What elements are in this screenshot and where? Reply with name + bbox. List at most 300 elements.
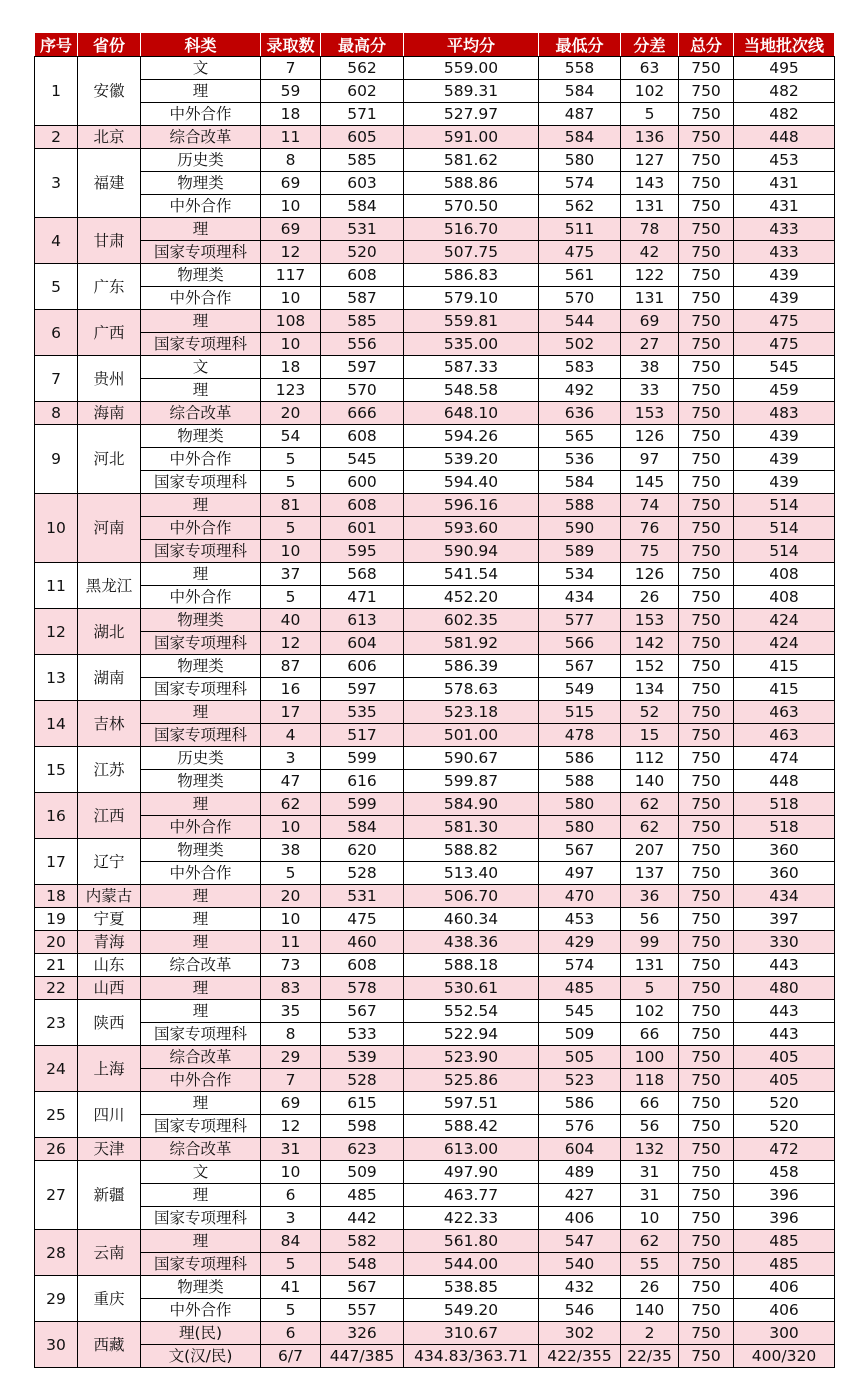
cell-admitted-count: 6 (261, 1322, 321, 1345)
cell-category: 理 (141, 908, 261, 931)
cell-seq: 12 (35, 609, 78, 655)
cell-min-score: 586 (539, 1092, 621, 1115)
cell-province: 湖北 (78, 609, 141, 655)
cell-min-score: 511 (539, 218, 621, 241)
table-row (35, 1184, 835, 1207)
cell-admitted-count: 41 (261, 1276, 321, 1299)
cell-local-batch-line: 520 (734, 1092, 835, 1115)
cell-local-batch-line: 406 (734, 1299, 835, 1322)
cell-admitted-count: 10 (261, 333, 321, 356)
cell-score-diff: 97 (621, 448, 679, 471)
table-body (35, 57, 835, 1368)
cell-score-diff: 38 (621, 356, 679, 379)
cell-min-score: 547 (539, 1230, 621, 1253)
cell-min-score: 570 (539, 287, 621, 310)
cell-max-score: 605 (321, 126, 404, 149)
cell-category: 国家专项理科 (141, 1253, 261, 1276)
cell-max-score: 548 (321, 1253, 404, 1276)
cell-category: 物理类 (141, 770, 261, 793)
cell-local-batch-line: 480 (734, 977, 835, 1000)
table-row (35, 1161, 835, 1184)
cell-local-batch-line: 396 (734, 1207, 835, 1230)
header-seq: 序号 (35, 33, 78, 57)
cell-total-score: 750 (679, 885, 734, 908)
cell-avg-score: 516.70 (404, 218, 539, 241)
cell-min-score: 497 (539, 862, 621, 885)
cell-category: 理 (141, 80, 261, 103)
cell-total-score: 750 (679, 356, 734, 379)
cell-total-score: 750 (679, 333, 734, 356)
cell-admitted-count: 54 (261, 425, 321, 448)
table-row (35, 1253, 835, 1276)
cell-total-score: 750 (679, 747, 734, 770)
cell-category: 中外合作 (141, 1069, 261, 1092)
table-row (35, 678, 835, 701)
cell-min-score: 561 (539, 264, 621, 287)
cell-province: 江苏 (78, 747, 141, 793)
cell-score-diff: 207 (621, 839, 679, 862)
table-row (35, 1345, 835, 1368)
cell-avg-score: 561.80 (404, 1230, 539, 1253)
cell-local-batch-line: 518 (734, 816, 835, 839)
cell-total-score: 750 (679, 632, 734, 655)
cell-local-batch-line: 408 (734, 563, 835, 586)
cell-category: 中外合作 (141, 586, 261, 609)
cell-min-score: 584 (539, 80, 621, 103)
cell-avg-score: 544.00 (404, 1253, 539, 1276)
cell-admitted-count: 8 (261, 1023, 321, 1046)
cell-province: 江西 (78, 793, 141, 839)
cell-avg-score: 438.36 (404, 931, 539, 954)
cell-score-diff: 27 (621, 333, 679, 356)
cell-avg-score: 552.54 (404, 1000, 539, 1023)
cell-avg-score: 590.94 (404, 540, 539, 563)
cell-admitted-count: 3 (261, 747, 321, 770)
cell-admitted-count: 10 (261, 908, 321, 931)
cell-total-score: 750 (679, 218, 734, 241)
table-row (35, 632, 835, 655)
cell-category: 文(汉/民) (141, 1345, 261, 1368)
cell-local-batch-line: 439 (734, 425, 835, 448)
table-row (35, 908, 835, 931)
cell-min-score: 544 (539, 310, 621, 333)
cell-score-diff: 76 (621, 517, 679, 540)
table-row (35, 655, 835, 678)
cell-admitted-count: 123 (261, 379, 321, 402)
cell-category: 国家专项理科 (141, 1115, 261, 1138)
cell-seq: 4 (35, 218, 78, 264)
cell-score-diff: 56 (621, 908, 679, 931)
table-row (35, 402, 835, 425)
cell-max-score: 608 (321, 264, 404, 287)
cell-min-score: 558 (539, 57, 621, 80)
cell-min-score: 580 (539, 816, 621, 839)
cell-score-diff: 62 (621, 793, 679, 816)
cell-total-score: 750 (679, 57, 734, 80)
cell-min-score: 576 (539, 1115, 621, 1138)
cell-avg-score: 588.82 (404, 839, 539, 862)
cell-score-diff: 131 (621, 954, 679, 977)
cell-min-score: 604 (539, 1138, 621, 1161)
table-row (35, 517, 835, 540)
cell-local-batch-line: 459 (734, 379, 835, 402)
cell-seq: 22 (35, 977, 78, 1000)
cell-seq: 3 (35, 149, 78, 218)
cell-score-diff: 26 (621, 586, 679, 609)
table-row (35, 379, 835, 402)
cell-admitted-count: 5 (261, 1253, 321, 1276)
table-row (35, 954, 835, 977)
cell-max-score: 587 (321, 287, 404, 310)
cell-avg-score: 590.67 (404, 747, 539, 770)
cell-category: 国家专项理科 (141, 1207, 261, 1230)
cell-max-score: 602 (321, 80, 404, 103)
cell-total-score: 750 (679, 1276, 734, 1299)
cell-total-score: 750 (679, 678, 734, 701)
cell-admitted-count: 69 (261, 1092, 321, 1115)
table-row (35, 172, 835, 195)
cell-province: 宁夏 (78, 908, 141, 931)
cell-total-score: 750 (679, 954, 734, 977)
table-row (35, 1092, 835, 1115)
cell-max-score: 604 (321, 632, 404, 655)
cell-score-diff: 10 (621, 1207, 679, 1230)
cell-max-score: 608 (321, 954, 404, 977)
cell-seq: 8 (35, 402, 78, 425)
cell-admitted-count: 4 (261, 724, 321, 747)
header-local-batch-line: 当地批次线 (734, 33, 835, 57)
table-row (35, 609, 835, 632)
cell-avg-score: 507.75 (404, 241, 539, 264)
table-row (35, 770, 835, 793)
cell-local-batch-line: 482 (734, 103, 835, 126)
cell-max-score: 616 (321, 770, 404, 793)
cell-local-batch-line: 514 (734, 517, 835, 540)
cell-province: 重庆 (78, 1276, 141, 1322)
cell-admitted-count: 87 (261, 655, 321, 678)
cell-category: 理 (141, 931, 261, 954)
cell-local-batch-line: 518 (734, 793, 835, 816)
cell-score-diff: 140 (621, 770, 679, 793)
cell-min-score: 588 (539, 770, 621, 793)
table-row (35, 494, 835, 517)
cell-min-score: 492 (539, 379, 621, 402)
cell-score-diff: 22/35 (621, 1345, 679, 1368)
cell-local-batch-line: 408 (734, 586, 835, 609)
table-row (35, 57, 835, 80)
cell-score-diff: 142 (621, 632, 679, 655)
cell-avg-score: 581.62 (404, 149, 539, 172)
cell-score-diff: 134 (621, 678, 679, 701)
cell-score-diff: 126 (621, 563, 679, 586)
cell-min-score: 584 (539, 471, 621, 494)
cell-total-score: 750 (679, 1046, 734, 1069)
cell-score-diff: 69 (621, 310, 679, 333)
cell-avg-score: 522.94 (404, 1023, 539, 1046)
cell-total-score: 750 (679, 310, 734, 333)
cell-min-score: 302 (539, 1322, 621, 1345)
table-row (35, 816, 835, 839)
cell-local-batch-line: 300 (734, 1322, 835, 1345)
cell-province: 辽宁 (78, 839, 141, 885)
cell-avg-score: 599.87 (404, 770, 539, 793)
header-admitted-count: 录取数 (261, 33, 321, 57)
cell-admitted-count: 12 (261, 1115, 321, 1138)
cell-total-score: 750 (679, 540, 734, 563)
table-row (35, 862, 835, 885)
cell-admitted-count: 3 (261, 1207, 321, 1230)
cell-total-score: 750 (679, 1322, 734, 1345)
cell-avg-score: 530.61 (404, 977, 539, 1000)
cell-admitted-count: 12 (261, 241, 321, 264)
cell-local-batch-line: 448 (734, 770, 835, 793)
cell-score-diff: 152 (621, 655, 679, 678)
cell-admitted-count: 5 (261, 586, 321, 609)
table-row (35, 1023, 835, 1046)
cell-seq: 29 (35, 1276, 78, 1322)
cell-total-score: 750 (679, 149, 734, 172)
cell-province: 新疆 (78, 1161, 141, 1230)
cell-score-diff: 143 (621, 172, 679, 195)
cell-local-batch-line: 439 (734, 287, 835, 310)
cell-local-batch-line: 514 (734, 540, 835, 563)
cell-max-score: 460 (321, 931, 404, 954)
cell-avg-score: 587.33 (404, 356, 539, 379)
cell-min-score: 574 (539, 954, 621, 977)
cell-admitted-count: 10 (261, 816, 321, 839)
table-header-row (35, 33, 835, 57)
cell-total-score: 750 (679, 1069, 734, 1092)
cell-avg-score: 513.40 (404, 862, 539, 885)
cell-local-batch-line: 485 (734, 1230, 835, 1253)
cell-total-score: 750 (679, 1184, 734, 1207)
cell-province: 四川 (78, 1092, 141, 1138)
cell-avg-score: 434.83/363.71 (404, 1345, 539, 1368)
cell-score-diff: 15 (621, 724, 679, 747)
cell-max-score: 597 (321, 678, 404, 701)
cell-score-diff: 52 (621, 701, 679, 724)
cell-max-score: 533 (321, 1023, 404, 1046)
cell-avg-score: 538.85 (404, 1276, 539, 1299)
cell-seq: 15 (35, 747, 78, 793)
cell-max-score: 475 (321, 908, 404, 931)
cell-admitted-count: 10 (261, 287, 321, 310)
cell-category: 中外合作 (141, 862, 261, 885)
cell-category: 国家专项理科 (141, 724, 261, 747)
cell-total-score: 750 (679, 1345, 734, 1368)
cell-avg-score: 602.35 (404, 609, 539, 632)
cell-min-score: 545 (539, 1000, 621, 1023)
cell-max-score: 599 (321, 793, 404, 816)
cell-admitted-count: 31 (261, 1138, 321, 1161)
table-row (35, 126, 835, 149)
cell-province: 西藏 (78, 1322, 141, 1368)
cell-province: 福建 (78, 149, 141, 218)
cell-max-score: 615 (321, 1092, 404, 1115)
cell-score-diff: 31 (621, 1184, 679, 1207)
cell-score-diff: 136 (621, 126, 679, 149)
table-row (35, 747, 835, 770)
cell-local-batch-line: 485 (734, 1253, 835, 1276)
cell-admitted-count: 35 (261, 1000, 321, 1023)
cell-admitted-count: 7 (261, 57, 321, 80)
cell-avg-score: 539.20 (404, 448, 539, 471)
cell-category: 理 (141, 1184, 261, 1207)
cell-min-score: 549 (539, 678, 621, 701)
table-row (35, 241, 835, 264)
cell-min-score: 566 (539, 632, 621, 655)
cell-min-score: 540 (539, 1253, 621, 1276)
cell-total-score: 750 (679, 448, 734, 471)
cell-total-score: 750 (679, 770, 734, 793)
cell-local-batch-line: 431 (734, 172, 835, 195)
table-row (35, 793, 835, 816)
cell-max-score: 599 (321, 747, 404, 770)
cell-min-score: 432 (539, 1276, 621, 1299)
cell-avg-score: 596.16 (404, 494, 539, 517)
cell-admitted-count: 5 (261, 448, 321, 471)
cell-seq: 13 (35, 655, 78, 701)
cell-max-score: 570 (321, 379, 404, 402)
cell-category: 综合改革 (141, 126, 261, 149)
cell-total-score: 750 (679, 609, 734, 632)
cell-province: 山东 (78, 954, 141, 977)
cell-avg-score: 422.33 (404, 1207, 539, 1230)
cell-local-batch-line: 396 (734, 1184, 835, 1207)
cell-admitted-count: 108 (261, 310, 321, 333)
cell-category: 理 (141, 977, 261, 1000)
cell-max-score: 608 (321, 494, 404, 517)
cell-avg-score: 581.92 (404, 632, 539, 655)
cell-category: 中外合作 (141, 1299, 261, 1322)
cell-province: 北京 (78, 126, 141, 149)
cell-min-score: 434 (539, 586, 621, 609)
cell-avg-score: 589.31 (404, 80, 539, 103)
cell-total-score: 750 (679, 402, 734, 425)
cell-admitted-count: 17 (261, 701, 321, 724)
cell-seq: 23 (35, 1000, 78, 1046)
cell-local-batch-line: 406 (734, 1276, 835, 1299)
cell-category: 综合改革 (141, 402, 261, 425)
cell-admitted-count: 81 (261, 494, 321, 517)
cell-category: 中外合作 (141, 103, 261, 126)
cell-local-batch-line: 415 (734, 678, 835, 701)
cell-category: 理 (141, 218, 261, 241)
cell-min-score: 422/355 (539, 1345, 621, 1368)
cell-admitted-count: 5 (261, 862, 321, 885)
cell-province: 湖南 (78, 655, 141, 701)
cell-avg-score: 588.42 (404, 1115, 539, 1138)
cell-avg-score: 501.00 (404, 724, 539, 747)
cell-score-diff: 42 (621, 241, 679, 264)
table-row (35, 356, 835, 379)
cell-local-batch-line: 482 (734, 80, 835, 103)
cell-max-score: 528 (321, 1069, 404, 1092)
cell-total-score: 750 (679, 379, 734, 402)
cell-province: 黑龙江 (78, 563, 141, 609)
cell-max-score: 578 (321, 977, 404, 1000)
cell-max-score: 585 (321, 310, 404, 333)
cell-category: 理 (141, 1230, 261, 1253)
cell-total-score: 750 (679, 655, 734, 678)
cell-avg-score: 578.63 (404, 678, 539, 701)
cell-score-diff: 127 (621, 149, 679, 172)
cell-category: 历史类 (141, 747, 261, 770)
cell-max-score: 520 (321, 241, 404, 264)
cell-local-batch-line: 405 (734, 1069, 835, 1092)
cell-avg-score: 525.86 (404, 1069, 539, 1092)
table-row (35, 701, 835, 724)
cell-province: 上海 (78, 1046, 141, 1092)
cell-seq: 26 (35, 1138, 78, 1161)
cell-score-diff: 75 (621, 540, 679, 563)
cell-score-diff: 153 (621, 402, 679, 425)
cell-score-diff: 131 (621, 287, 679, 310)
admission-scores-table (34, 32, 835, 1368)
cell-min-score: 478 (539, 724, 621, 747)
cell-min-score: 562 (539, 195, 621, 218)
cell-local-batch-line: 405 (734, 1046, 835, 1069)
cell-max-score: 562 (321, 57, 404, 80)
cell-max-score: 447/385 (321, 1345, 404, 1368)
cell-total-score: 750 (679, 264, 734, 287)
header-min-score: 最低分 (539, 33, 621, 57)
cell-avg-score: 463.77 (404, 1184, 539, 1207)
cell-total-score: 750 (679, 126, 734, 149)
cell-seq: 20 (35, 931, 78, 954)
cell-category: 理 (141, 563, 261, 586)
cell-max-score: 606 (321, 655, 404, 678)
cell-score-diff: 2 (621, 1322, 679, 1345)
table-row (35, 425, 835, 448)
cell-admitted-count: 20 (261, 402, 321, 425)
cell-seq: 27 (35, 1161, 78, 1230)
table-row (35, 448, 835, 471)
cell-seq: 11 (35, 563, 78, 609)
cell-province: 安徽 (78, 57, 141, 126)
cell-province: 河北 (78, 425, 141, 494)
cell-total-score: 750 (679, 1138, 734, 1161)
cell-min-score: 485 (539, 977, 621, 1000)
cell-avg-score: 506.70 (404, 885, 539, 908)
cell-province: 青海 (78, 931, 141, 954)
cell-admitted-count: 83 (261, 977, 321, 1000)
cell-seq: 2 (35, 126, 78, 149)
table-row (35, 540, 835, 563)
cell-min-score: 565 (539, 425, 621, 448)
cell-min-score: 489 (539, 1161, 621, 1184)
cell-max-score: 600 (321, 471, 404, 494)
table-row (35, 1000, 835, 1023)
cell-category: 理 (141, 793, 261, 816)
table-row (35, 287, 835, 310)
header-category: 科类 (141, 33, 261, 57)
cell-seq: 19 (35, 908, 78, 931)
cell-min-score: 589 (539, 540, 621, 563)
cell-avg-score: 594.40 (404, 471, 539, 494)
cell-max-score: 597 (321, 356, 404, 379)
cell-category: 理 (141, 1092, 261, 1115)
cell-min-score: 580 (539, 149, 621, 172)
cell-category: 中外合作 (141, 517, 261, 540)
cell-avg-score: 559.00 (404, 57, 539, 80)
cell-total-score: 750 (679, 80, 734, 103)
cell-score-diff: 131 (621, 195, 679, 218)
cell-max-score: 571 (321, 103, 404, 126)
table-row (35, 977, 835, 1000)
cell-max-score: 557 (321, 1299, 404, 1322)
cell-local-batch-line: 458 (734, 1161, 835, 1184)
